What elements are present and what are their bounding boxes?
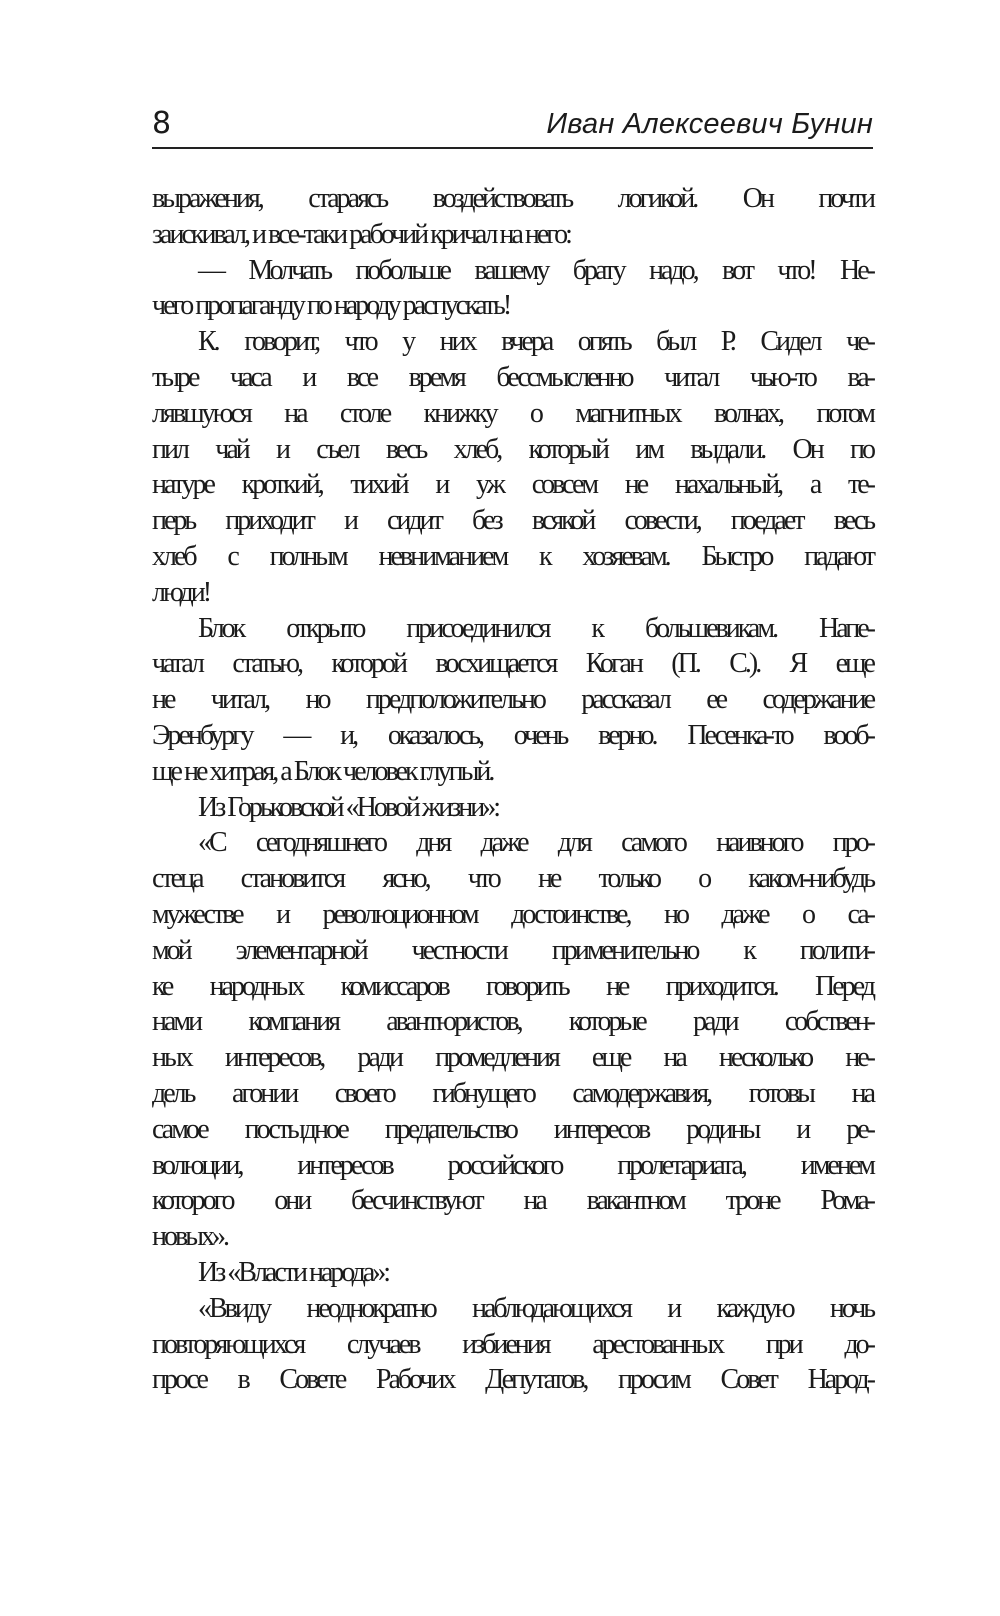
text-line: ке народных комиссаров говорить не приходится. Перед: [152, 970, 873, 1002]
running-header: [152, 100, 873, 149]
paragraph: [152, 611, 873, 790]
text-line: просе в Совете Рабочих Депутатов, просим Совет Народ-: [152, 1364, 873, 1396]
text-line: нами компания авантюристов, которые ради собствен-: [152, 1006, 873, 1038]
page-number: 8: [152, 106, 172, 141]
text-line: лявшуюся на столе книжку о магнитных волнах, потом: [152, 397, 873, 429]
text-line: самое постыдное предательство интересов родины и ре-: [152, 1113, 873, 1145]
running-title: Иван Алексеевич Бунин: [546, 108, 873, 140]
text-line: перь приходит и сидит без всякой совести, поедает весь: [152, 505, 873, 537]
text-line: натуре кроткий, тихий и уж совсем не нахальный, а те-: [152, 469, 873, 501]
text-line: которого они бесчинствуют на вакантном троне Рома-: [152, 1185, 873, 1217]
text-line: тыре часа и все время бессмысленно читал чью-то ва-: [152, 361, 873, 393]
paragraph: [152, 825, 873, 1255]
text-line: «С сегодняшнего дня даже для самого наивного про-: [198, 827, 873, 859]
page-text: [152, 181, 873, 1398]
paragraph: [152, 1291, 873, 1398]
text-line: Эренбургу — и, оказалось, очень верно. Песенка-то вооб-: [152, 719, 873, 751]
text-line: К. говорит, что у них вчера опять был Р. Сидел че-: [198, 326, 873, 358]
text-line: мой элементарной честности применительно к полити-: [152, 934, 873, 966]
text-line: выражения, стараясь воздействовать логикой. Он почти: [152, 183, 873, 214]
text-line: заискивал, и все-таки рабочий кричал на него:: [152, 218, 570, 250]
text-line: не читал, но предположительно рассказал ее содержание: [152, 684, 873, 716]
text-line: новых».: [152, 1221, 228, 1253]
text-line: пил чай и съел весь хлеб, который им выдали. Он по: [152, 433, 873, 465]
text-line: мужестве и революционном достоинстве, но даже о са-: [152, 898, 873, 930]
paragraph: [152, 181, 873, 253]
text-line: ных интересов, ради промедления еще на несколько не-: [152, 1042, 873, 1074]
text-line: ще не хитрая, а Блок человек глупый.: [152, 755, 493, 787]
paragraph: [152, 790, 873, 826]
paragraph: [152, 253, 873, 325]
text-line: чатал статью, которой восхищается Коган (П. С.). Я еще: [152, 648, 873, 680]
text-line: Из «Власти народа»:: [198, 1256, 389, 1288]
text-line: дель агонии своего гибнущего самодержавия, готовы на: [152, 1077, 873, 1109]
text-line: Блок открыто присоединился к большевикам. Напе-: [198, 612, 873, 644]
text-line: хлеб с полным невниманием к хозяевам. Быстро падают: [152, 540, 873, 572]
text-line: — Молчать побольше вашему брату надо, вот что! Не-: [198, 254, 873, 286]
text-line: волюции, интересов российского пролетариата, именем: [152, 1149, 873, 1181]
text-line: чего пропаганду по народу распускать!: [152, 290, 510, 322]
text-line: стеца становится ясно, что не только о каком-нибудь: [152, 863, 873, 895]
text-line: Из Горьковской «Новой жизни»:: [198, 791, 498, 823]
text-line: «Ввиду неоднократно наблюдающихся и каждую ночь: [198, 1292, 873, 1324]
text-line: повторяющихся случаев избиения арестованных при до-: [152, 1328, 873, 1360]
paragraph: [152, 324, 873, 610]
text-line: люди!: [152, 576, 210, 608]
paragraph: [152, 1255, 873, 1291]
